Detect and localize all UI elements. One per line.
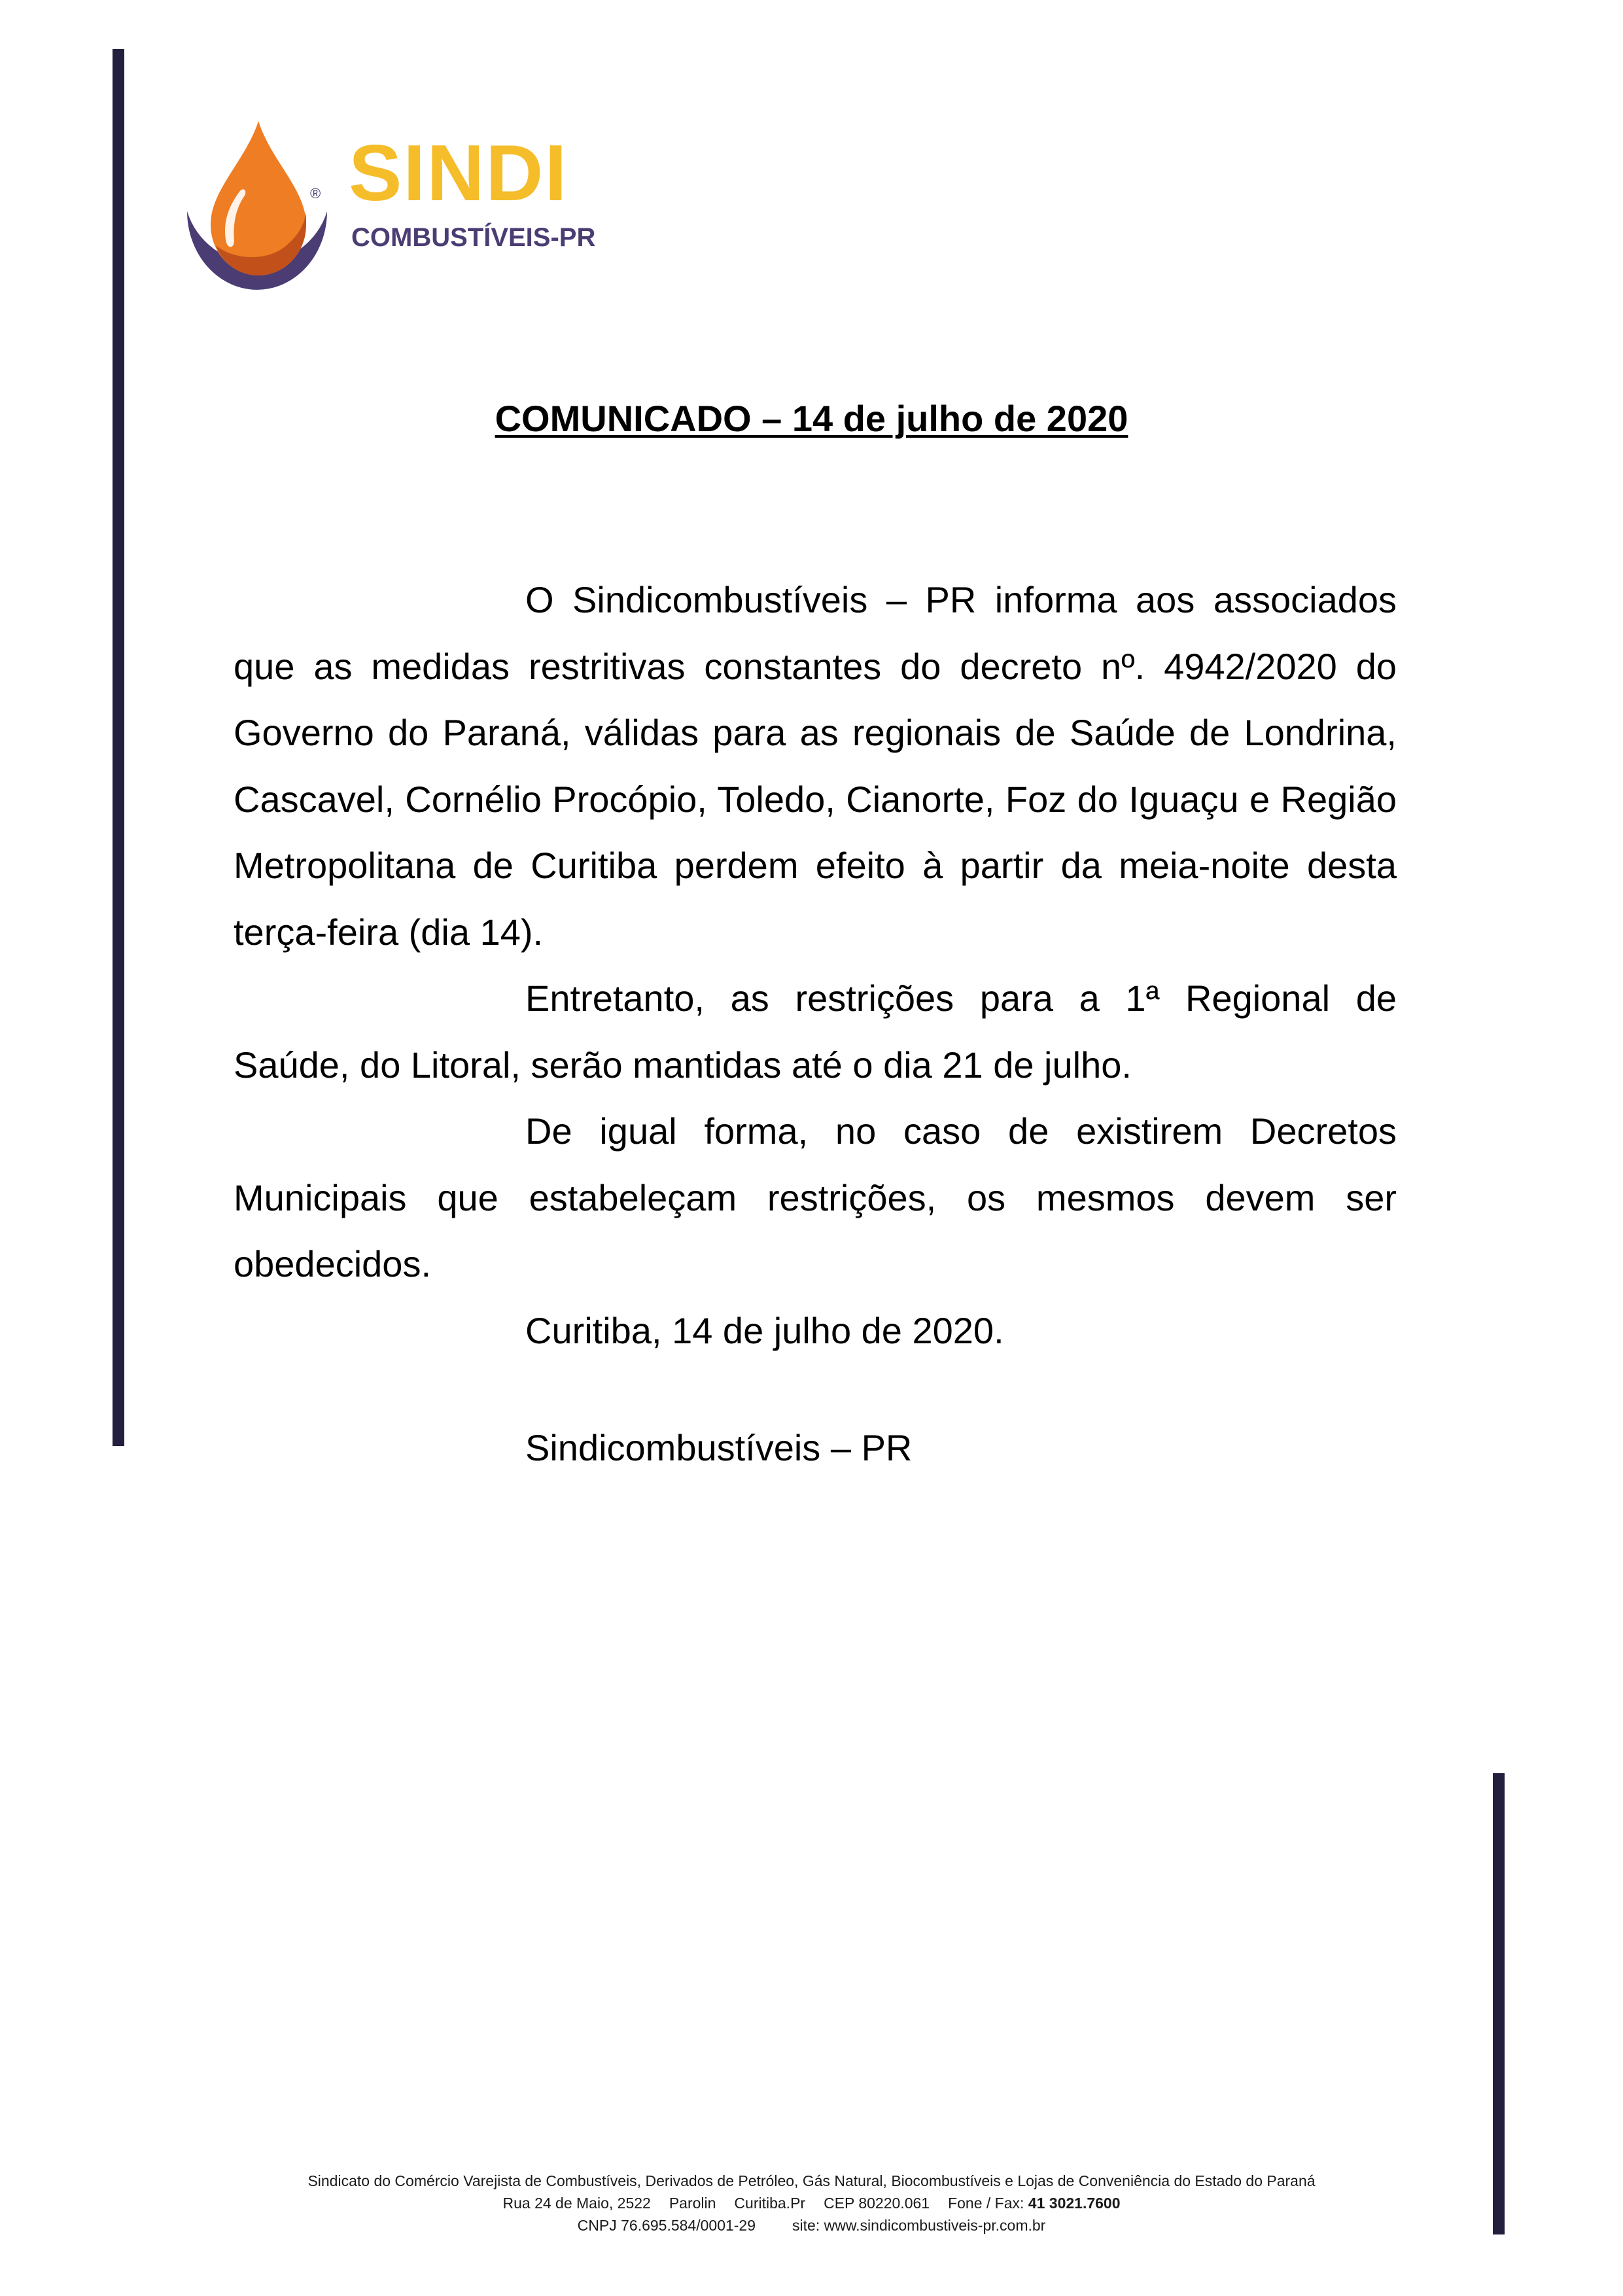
footer-address: Rua 24 de Maio, 2522 xyxy=(502,2195,651,2212)
paragraph-2: Entretanto, as restrições para a 1ª Regional de Saúde, do Litoral, serão mantidas até o dia 21 de julho. xyxy=(234,978,1397,1086)
registered-mark: ® xyxy=(310,185,321,202)
footer-city: Curitiba.Pr xyxy=(734,2195,806,2212)
footer-phone-label: Fone / Fax: xyxy=(948,2195,1024,2212)
footer-cnpj: CNPJ 76.695.584/0001-29 xyxy=(577,2217,756,2234)
footer xyxy=(0,2170,1623,2236)
footer-site: site: www.sindicombustiveis-pr.com.br xyxy=(792,2217,1046,2234)
footer-line-2 xyxy=(0,2192,1623,2214)
logo xyxy=(182,115,601,291)
paragraph-1: O Sindicombustíveis – PR informa aos associados que as medidas restritivas constantes do decreto nº. 4942/2020 do Governo do Paraná, válidas para as regionais de Saúde de Londrina, Cascavel, Cornélio Procópio, Toledo, Cianorte, Foz do Iguaçu e Região Metropolitana de Curitiba perdem efeito à partir da meia-noite desta terça-feira (dia 14). xyxy=(234,579,1397,953)
footer-cep: CEP 80220.061 xyxy=(824,2195,930,2212)
paragraph-3: De igual forma, no caso de existirem Decretos Municipais que estabeleçam restrições, os mesmos devem ser obedecidos. xyxy=(234,1110,1397,1284)
date-line: Curitiba, 14 de julho de 2020. xyxy=(525,1309,1004,1351)
drop-icon xyxy=(182,115,339,291)
left-accent-bar xyxy=(113,49,124,1446)
footer-phone-number: 3021.7600 xyxy=(1049,2195,1121,2212)
document-title: COMUNICADO – 14 de julho de 2020 xyxy=(495,398,1128,439)
footer-phone-area: 41 xyxy=(1028,2195,1045,2212)
footer-line-3 xyxy=(0,2214,1623,2236)
footer-line-1: Sindicato do Comércio Varejista de Combustíveis, Derivados de Petróleo, Gás Natural, Biocombustíveis e Lojas de Conveniência do Estado do Paraná xyxy=(307,2172,1316,2189)
footer-district: Parolin xyxy=(669,2195,716,2212)
right-accent-bar xyxy=(1493,1773,1505,2234)
logo-name: SINDI xyxy=(349,128,568,217)
signature: Sindicombustíveis – PR xyxy=(525,1427,913,1468)
document-body xyxy=(234,567,1397,1364)
logo-subtitle: COMBUSTÍVEIS-PR xyxy=(351,223,596,252)
